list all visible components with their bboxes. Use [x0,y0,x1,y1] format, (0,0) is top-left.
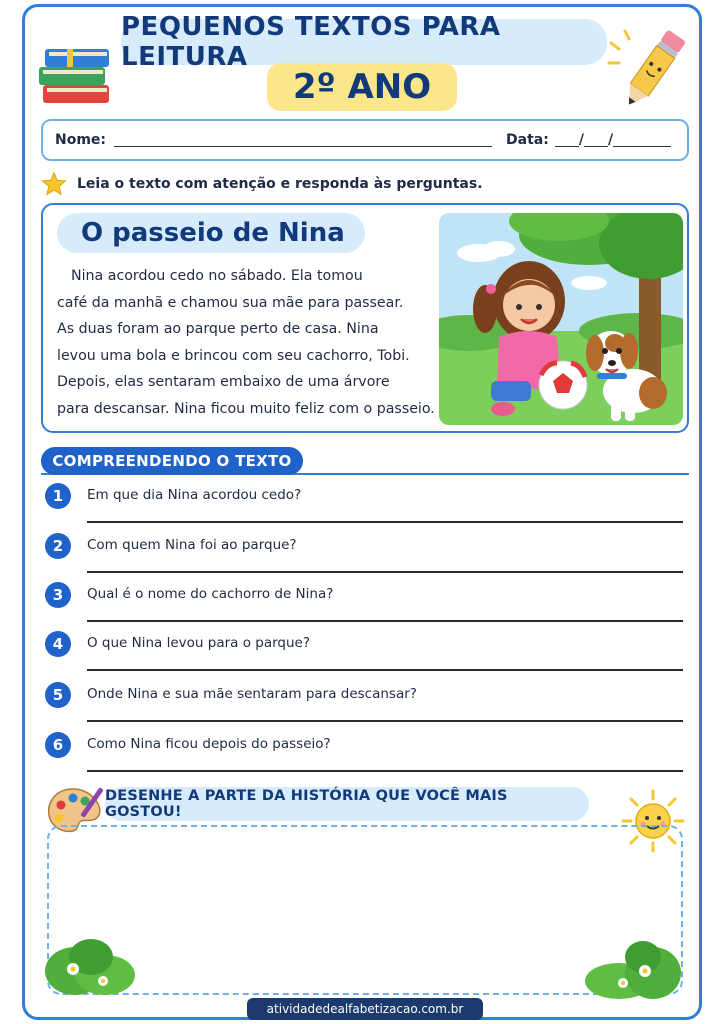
question-item [41,483,689,533]
name-label: Nome: [55,132,107,148]
question-number: 1 [45,483,71,509]
question-number: 3 [45,582,71,608]
story-line: Depois, elas sentaram embaixo de uma árvore [57,374,390,390]
drawing-prompt: DESENHE A PARTE DA HISTÓRIA QUE VOCÊ MAIS GOSTOU! [105,788,508,820]
books-icon [37,37,117,109]
pencil-icon [605,23,689,115]
bush-decoration [583,931,683,1001]
question-item [41,682,689,732]
question-number: 6 [45,732,71,758]
question-text: Onde Nina e sua mãe sentaram para descansar? [87,686,417,702]
question-number: 2 [45,533,71,559]
worksheet-page [22,4,702,1020]
date-separator: / [578,132,584,148]
date-separator: / [607,132,614,148]
question-item [41,732,689,782]
story-line: café da manhã e chamou sua mãe para passear. [57,294,404,311]
story-line: levou uma bola e brincou com seu cachorro, Tobi. [57,347,410,364]
question-text: Qual é o nome do cachorro de Nina? [87,586,334,602]
story-line: para descansar. Nina ficou muito feliz com o passeio. [57,400,435,417]
footer-site: atividadedealfabetizacao.com.br [266,1002,464,1016]
bush-decoration [45,927,141,997]
question-number: 4 [45,631,71,657]
question-item [41,533,689,583]
instruction-row [41,171,483,197]
answer-line[interactable] [87,620,683,622]
instruction-text: Leia o texto com atenção e responda às perguntas. [77,176,483,192]
drawing-header [105,787,589,821]
answer-line[interactable] [87,669,683,671]
date-year-field[interactable] [613,133,671,147]
story-illustration [439,213,683,425]
answer-line[interactable] [87,720,683,722]
name-date-row [41,119,689,161]
date-day-field[interactable] [555,133,579,147]
question-item [41,631,689,681]
question-item [41,582,689,632]
page-title: PEQUENOS TEXTOS PARA LEITURA [121,12,501,72]
answer-line[interactable] [87,521,683,523]
story-box [41,203,689,433]
story-title-pill [57,213,365,253]
grade-badge [267,63,457,111]
answer-line[interactable] [87,571,683,573]
question-text: Em que dia Nina acordou cedo? [87,487,302,503]
answer-line[interactable] [87,770,683,772]
story-line: Nina acordou cedo no sábado. Ela tomou [71,268,363,284]
star-icon [41,171,67,197]
section-title: COMPREENDENDO O TEXTO [52,452,292,470]
section-header [41,447,303,475]
date-label: Data: [506,132,549,148]
story-line: As duas foram ao parque perto de casa. Nina [57,321,379,337]
date-month-field[interactable] [584,133,608,147]
grade-label: 2º ANO [292,67,432,107]
story-title: O passeio de Nina [81,218,345,248]
question-text: Como Nina ficou depois do passeio? [87,736,331,752]
story-text [57,263,439,422]
title-banner [121,12,607,72]
question-number: 5 [45,682,71,708]
name-field[interactable] [114,133,492,147]
question-text: O que Nina levou para o parque? [87,635,311,651]
question-text: Com quem Nina foi ao parque? [87,537,297,553]
footer-badge [247,998,483,1020]
